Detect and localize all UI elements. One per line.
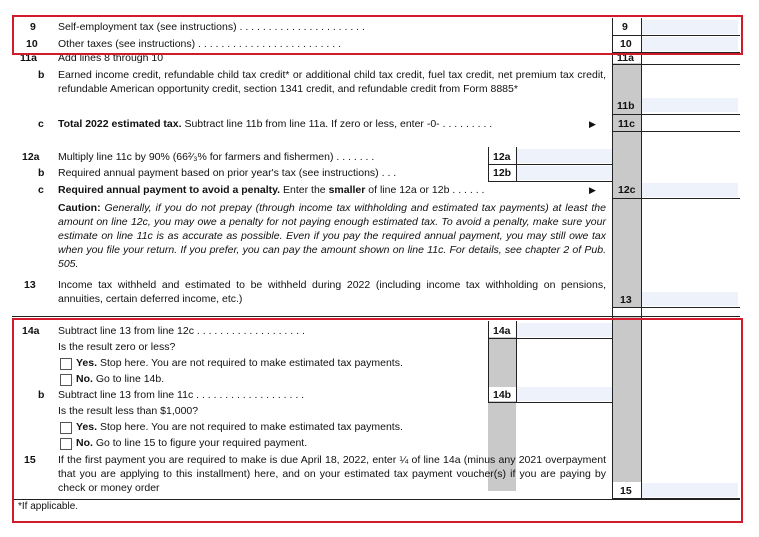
line-label-11c: 11c	[618, 118, 635, 130]
rule	[612, 198, 740, 199]
line-10-text: Other taxes (see instructions) . . . . . . . . . . . . . . . . . . . . . . . . .	[58, 38, 342, 50]
line-14a-no: No. Go to line 14b.	[76, 373, 165, 385]
line-number-10: 10	[26, 38, 38, 50]
highlight-box-lines-14-15	[12, 318, 743, 523]
line-number-12c: c	[38, 184, 44, 196]
caution-text: Caution: Generally, if you do not prepay (through income tax withholding and estimated tax payments) at least the amount on line 12c, you may owe a penalty for not paying enough estimated tax. To avoid a penalty, make sure your estimate on line 11c is as accurate as possible. Even if you pay the required annual payment, you may still owe tax when you file your return. If you prefer, you can pay the amount shown on line 11c. For details, see chapter 2 of Pub. 505.	[58, 202, 606, 270]
line-label-14b: 14b	[493, 389, 512, 401]
line-number-14a: 14a	[22, 325, 40, 337]
line-label-15: 15	[620, 485, 632, 497]
footnote: *If applicable.	[18, 501, 79, 512]
line-number-11b: b	[38, 69, 45, 81]
line-14b-text: Subtract line 13 from line 11c . . . . . . . . . . . . . . . . . . .	[58, 389, 305, 401]
line-number-13: 13	[24, 279, 36, 291]
highlight-box-lines-9-10	[12, 15, 743, 55]
line-number-12a: 12a	[22, 151, 40, 163]
line-label-11a: 11a	[617, 52, 634, 64]
line-9-text: Self-employment tax (see instructions) . . . . . . . . . . . . . . . . . . . . . .	[58, 21, 365, 33]
line-14b-question: Is the result less than $1,000?	[58, 405, 199, 417]
rule	[12, 316, 740, 317]
line-label-11b: 11b	[617, 100, 635, 112]
rule	[488, 164, 612, 165]
line-number-14b: b	[38, 389, 45, 401]
line-number-11c: c	[38, 118, 44, 130]
line-label-10: 10	[620, 38, 632, 50]
line-15-text: If the first payment you are required to make is due April 18, 2022, enter ¼ of line 14a (minus any 2021 overpayment that you are applying to this installment) here, and on your estimated tax payment voucher(s) if you are paying by check or money order	[58, 454, 606, 494]
line-14b-no: No. Go to line 15 to figure your required payment.	[76, 437, 308, 449]
line-number-11a: 11a	[20, 52, 37, 64]
field-12c[interactable]	[642, 183, 738, 197]
rule	[488, 181, 612, 182]
line-12b-text: Required annual payment based on prior year's tax (see instructions) . . .	[58, 167, 397, 179]
line-11c-text: Total 2022 estimated tax. Subtract line 11b from line 11a. If zero or less, enter -0- . . . . . . . . .	[58, 118, 493, 130]
field-13[interactable]	[642, 292, 738, 306]
line-14a-question: Is the result zero or less?	[58, 341, 176, 353]
line-12c-text: Required annual payment to avoid a penalty. Enter the smaller of line 12a or 12b . . . . . .	[58, 184, 485, 196]
line-number-12b: b	[38, 167, 45, 179]
rule	[612, 307, 740, 308]
line-label-12c: 12c	[618, 184, 636, 196]
field-11b[interactable]	[642, 98, 738, 112]
field-12a[interactable]	[517, 149, 612, 163]
line-label-12a: 12a	[493, 151, 511, 163]
line-11b-text: Earned income credit, refundable child tax credit* or additional child tax credit, fuel tax credit, net premium tax credit, refundable American opportunity credit, section 1341 credit, and refundable credit from Form 8885*	[58, 69, 606, 95]
line-number-9: 9	[30, 21, 36, 33]
line-number-15: 15	[24, 454, 36, 466]
field-12b[interactable]	[517, 166, 612, 180]
arrow-icon: ▶	[589, 185, 596, 195]
line-12a-text: Multiply line 11c by 90% (66²⁄₃% for farmers and fishermen) . . . . . . .	[58, 151, 375, 163]
arrow-icon: ▶	[589, 119, 596, 129]
line-13-text: Income tax withheld and estimated to be withheld during 2022 (including income tax withholding on pensions, annuities, certain deferred income, etc.)	[58, 279, 606, 305]
line-14b-yes: Yes. Stop here. You are not required to make estimated tax payments.	[76, 421, 403, 433]
rule	[612, 131, 740, 132]
line-11a-text: Add lines 8 through 10	[58, 52, 164, 64]
rule	[612, 64, 740, 65]
line-14a-yes: Yes. Stop here. You are not required to make estimated tax payments.	[76, 357, 403, 369]
line-label-13: 13	[620, 294, 632, 306]
line-label-9: 9	[622, 21, 628, 33]
rule	[612, 114, 740, 115]
line-label-12b: 12b	[493, 167, 512, 179]
line-14a-text: Subtract line 13 from line 12c . . . . . . . . . . . . . . . . . . .	[58, 325, 305, 337]
line-label-14a: 14a	[493, 325, 511, 337]
